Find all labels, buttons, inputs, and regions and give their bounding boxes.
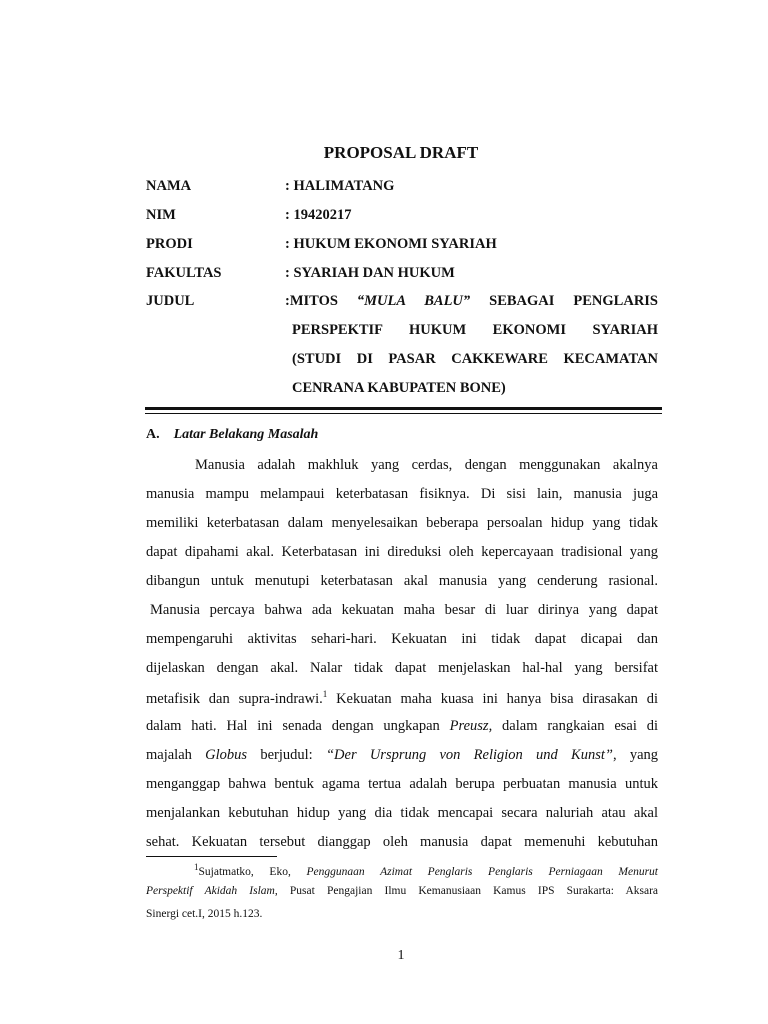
- footnote-separator: [146, 856, 277, 857]
- body-line: mempengaruhi aktivitas sehari-hari. Kekuatan ini tidak dapat dicapai dan: [146, 631, 658, 647]
- footnote-text: Sujatmatko, Eko,: [198, 865, 291, 878]
- judul-line-3: (STUDI DI PASAR CAKKEWARE KECAMATAN: [292, 351, 658, 367]
- document-title: PROPOSAL DRAFT: [323, 143, 479, 162]
- field-value-fakultas: : SYARIAH DAN HUKUM: [285, 265, 455, 281]
- section-letter: A.: [146, 427, 160, 442]
- header-rule-thick: [145, 407, 662, 410]
- footnote-line: [194, 862, 658, 878]
- section-heading: [146, 427, 318, 443]
- body-line: dibangun untuk menutupi keterbatasan akal manusia yang cenderung rasional.: [146, 573, 658, 589]
- judul-line-4: CENRANA KABUPATEN BONE): [292, 380, 506, 396]
- field-label-fakultas: FAKULTAS: [146, 265, 222, 281]
- body-italic: “Der Ursprung von Religion und Kunst”: [325, 747, 613, 763]
- body-text: dalam hati. Hal ini senada dengan ungkapan: [146, 718, 440, 734]
- field-value-nim: : 19420217: [285, 207, 352, 223]
- field-label-prodi: PRODI: [146, 236, 193, 252]
- body-line: [146, 718, 658, 735]
- section-title: Latar Belakang Masalah: [173, 427, 319, 442]
- footnote-italic: Perspektif Akidah Islam: [146, 885, 275, 897]
- body-italic: Globus: [205, 747, 248, 763]
- judul-prefix: :MITOS: [285, 293, 338, 309]
- footnote-line: [146, 885, 658, 897]
- footnote-number: 1: [194, 862, 199, 872]
- body-text: metafisik dan supra-indrawi.: [146, 690, 323, 707]
- body-line: memiliki keterbatasan dalam menyelesaikan beberapa persoalan hidup yang tidak: [146, 515, 658, 531]
- body-line: dijelaskan dengan akal. Nalar tidak dapat menjelaskan hal-hal yang bersifat: [146, 660, 658, 676]
- body-text: Kekuatan maha kuasa ini hanya bisa dirasakan di: [336, 690, 659, 707]
- body-line: dapat dipahami akal. Keterbatasan ini direduksi oleh kepercayaan tradisional yang: [146, 544, 658, 560]
- body-line: manusia mampu melampaui keterbatasan fisiknya. Di sisi lain, manusia juga: [146, 486, 658, 502]
- footnote-ref[interactable]: 1: [322, 689, 328, 699]
- judul-italic: “MULA BALU”: [356, 293, 471, 309]
- judul-line-2: PERSPEKTIF HUKUM EKONOMI SYARIAH: [292, 322, 658, 338]
- body-text: dalam rangkaian esai di: [502, 718, 658, 734]
- body-line: menjalankan kebutuhan hidup yang dia tidak mencapai secara naluriah atau akal: [146, 805, 658, 821]
- field-label-judul: JUDUL: [146, 293, 195, 309]
- footnote-text: , Pusat Pengajian Ilmu Kemanusiaan Kamus IPS Surakarta: Aksara: [274, 885, 659, 897]
- field-value-nama: : HALIMATANG: [285, 178, 395, 194]
- body-line: [146, 747, 658, 764]
- body-text: berjudul:: [260, 747, 313, 763]
- body-line-footnote-ref: [146, 689, 658, 708]
- body-italic: Preusz,: [449, 718, 493, 734]
- body-line: Manusia adalah makhluk yang cerdas, dengan menggunakan akalnya: [195, 457, 658, 473]
- footnote-line: Sinergi cet.I, 2015 h.123.: [146, 908, 263, 920]
- judul-suffix: SEBAGAI PENGLARIS: [489, 293, 658, 309]
- field-value-prodi: : HUKUM EKONOMI SYARIAH: [285, 236, 497, 252]
- body-line: sehat. Kekuatan tersebut dianggap oleh manusia dapat memenuhi kebutuhan: [146, 834, 658, 850]
- body-line: menganggap bahwa bentuk agama tertua adalah berupa perbuatan manusia untuk: [146, 776, 658, 792]
- judul-line-1: [285, 293, 658, 310]
- field-label-nama: NAMA: [146, 178, 192, 194]
- field-label-nim: NIM: [146, 207, 176, 223]
- header-rule-thin: [145, 413, 662, 414]
- footnote-italic: Penggunaan Azimat Penglaris Penglaris Perniagaan Menurut: [306, 865, 659, 878]
- body-text: , yang: [612, 747, 659, 763]
- body-text: majalah: [146, 747, 192, 763]
- page-number: 1: [397, 948, 405, 963]
- body-line: Manusia percaya bahwa ada kekuatan maha besar di luar dirinya yang dapat: [150, 602, 658, 618]
